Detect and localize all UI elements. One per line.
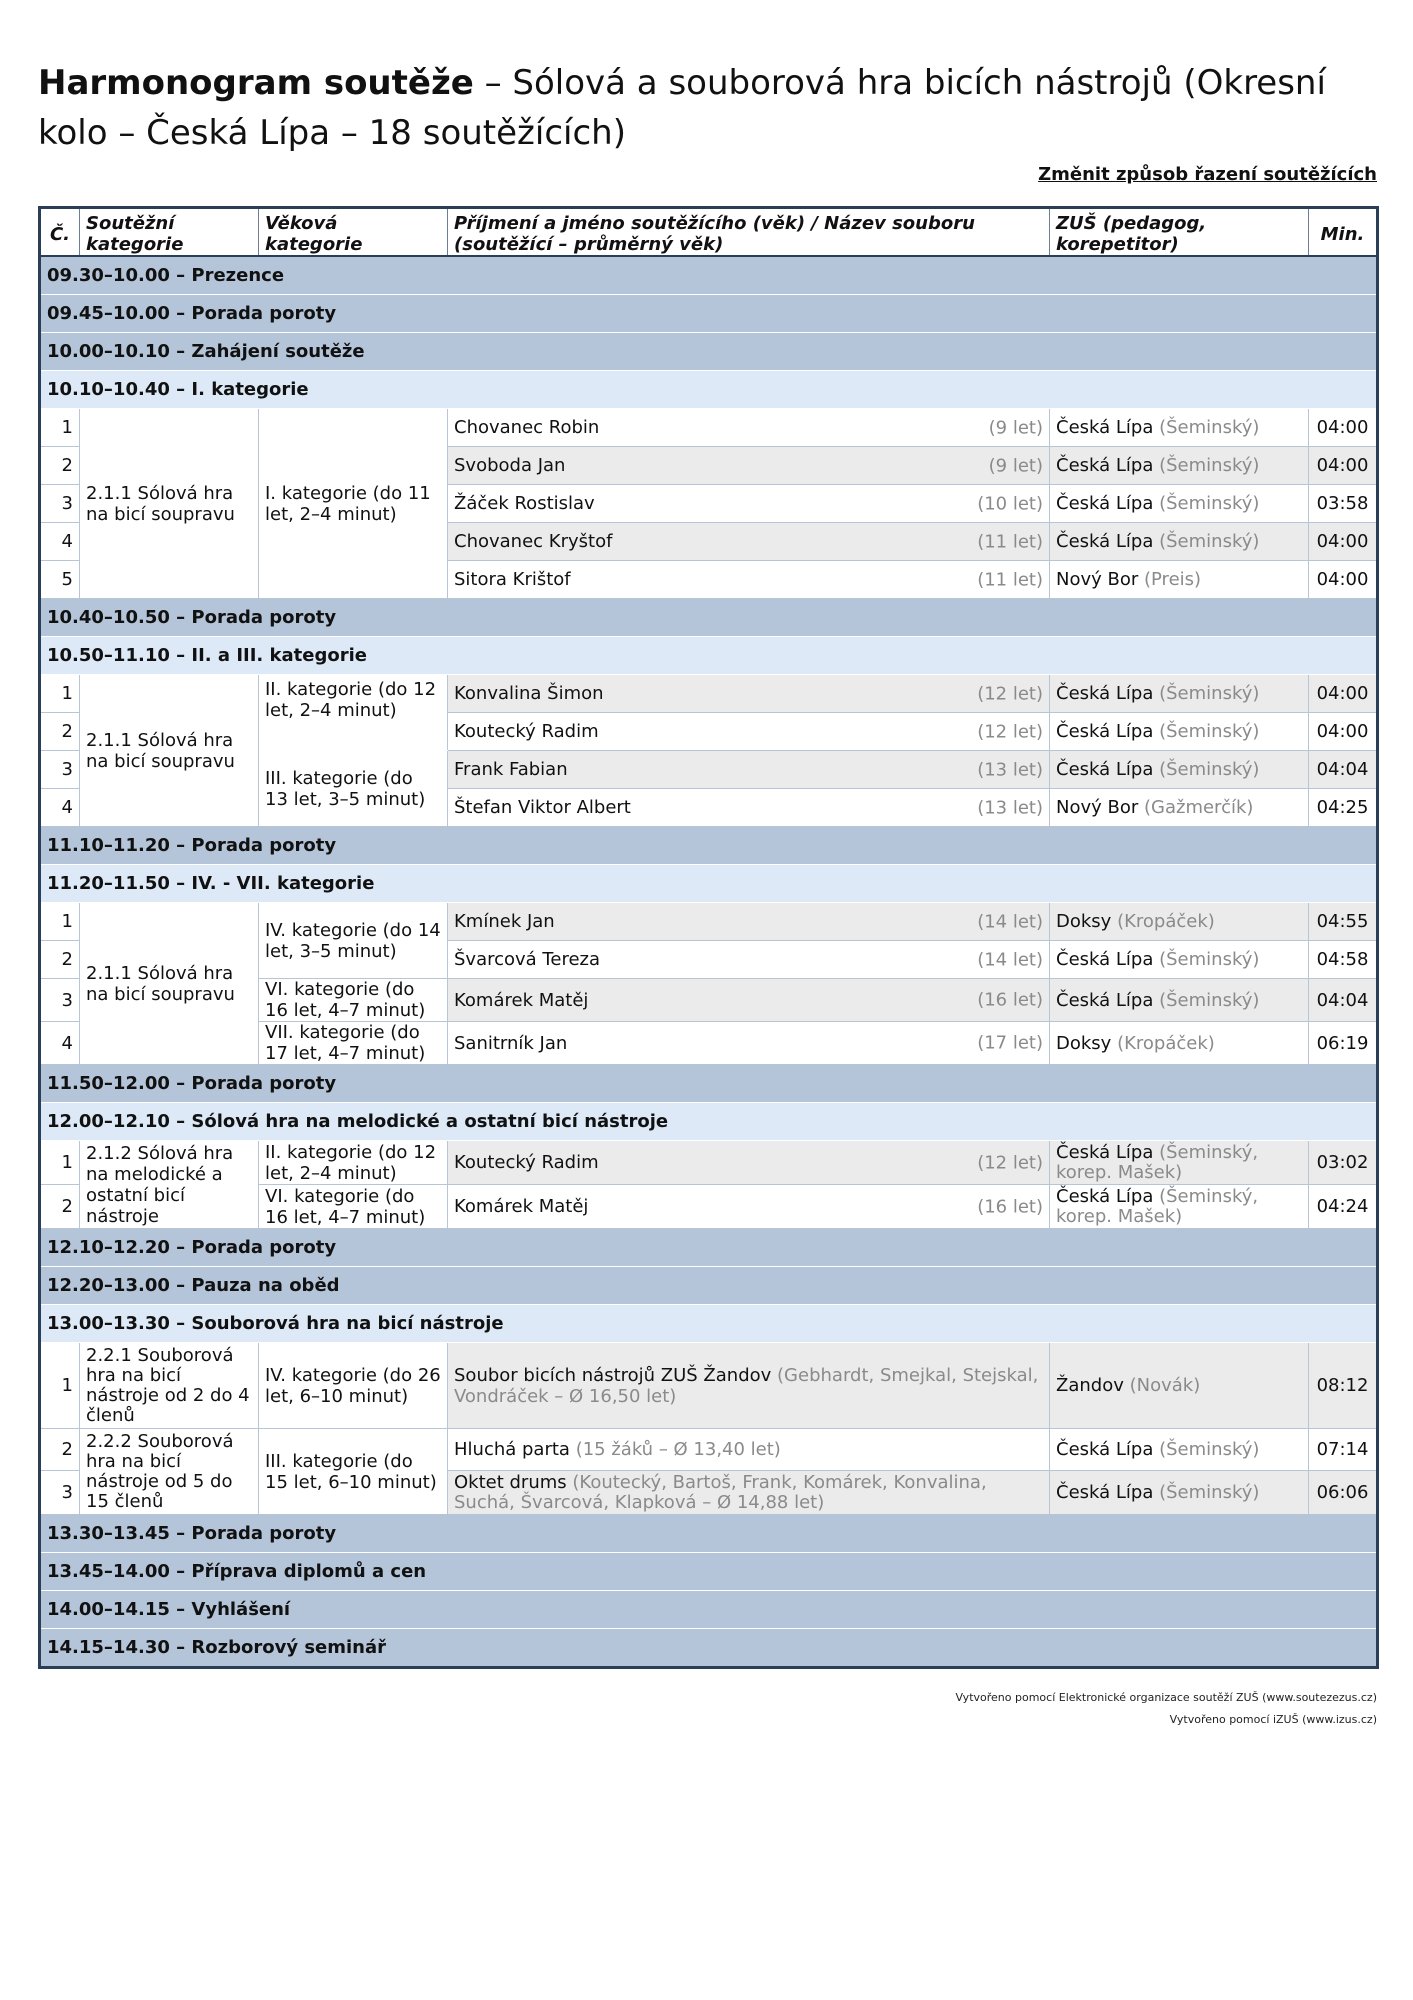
competition-category: 2.1.1 Sólová hra na bicí soupravu [80, 903, 259, 1065]
col-category-header: Soutěžní kategorie [80, 208, 259, 257]
schedule-block [40, 1629, 1378, 1668]
table-row [40, 1429, 1378, 1471]
row-num: 3 [40, 485, 80, 523]
zus-name: Žandov [1056, 1375, 1124, 1396]
row-num: 2 [40, 1429, 80, 1471]
table-row [40, 675, 1378, 713]
contestant-cell [448, 485, 1050, 523]
zus-name: Česká Lípa [1056, 989, 1154, 1011]
zus-name: Česká Lípa [1056, 1482, 1154, 1503]
col-num-header: Č. [40, 208, 80, 257]
contestant-name: Frank Fabian [454, 759, 568, 780]
schedule-block [40, 295, 1378, 333]
duration: 03:02 [1309, 1141, 1378, 1185]
col-min-header: Min. [1309, 208, 1378, 257]
category-block [40, 1305, 1378, 1343]
zus-name: Česká Lípa [1056, 683, 1154, 704]
row-num: 1 [40, 409, 80, 447]
duration: 08:12 [1309, 1343, 1378, 1429]
zus-cell [1050, 1343, 1309, 1429]
contestant-age: (12 let) [977, 683, 1043, 704]
row-num: 1 [40, 1141, 80, 1185]
schedule-block [40, 599, 1378, 637]
table-row [40, 903, 1378, 941]
zus-cell [1050, 1471, 1309, 1515]
duration: 04:04 [1309, 979, 1378, 1022]
row-num: 2 [40, 713, 80, 751]
contestant-age: (10 let) [977, 493, 1043, 514]
block-label: 13.30–13.45 – Porada poroty [40, 1515, 1378, 1553]
contestant-name: Sanitrník Jan [454, 1032, 568, 1054]
duration: 04:55 [1309, 903, 1378, 941]
page-title-bold: Harmonogram soutěže [38, 63, 474, 103]
ensemble-cell [448, 1429, 1050, 1471]
ensemble-name: Soubor bicích nástrojů ZUŠ Žandov [454, 1364, 772, 1386]
contestant-cell [448, 941, 1050, 979]
row-num: 3 [40, 1471, 80, 1515]
duration: 04:04 [1309, 751, 1378, 789]
category-block [40, 637, 1378, 675]
competition-category: 2.1.1 Sólová hra na bicí soupravu [80, 409, 259, 599]
block-label: 10.50–11.10 – II. a III. kategorie [40, 637, 1378, 675]
teacher-name: (Šeminský) [1159, 1482, 1260, 1503]
contestant-age: (12 let) [977, 1152, 1043, 1173]
contestant-cell [448, 713, 1050, 751]
block-label: 14.00–14.15 – Vyhlášení [40, 1591, 1378, 1629]
contestant-age: (11 let) [977, 531, 1043, 552]
page-title [38, 58, 1378, 158]
col-age-category-header: Věková kategorie [259, 208, 448, 257]
change-sort-link[interactable]: Změnit způsob řazení soutěžících [1038, 164, 1377, 185]
zus-cell [1050, 941, 1309, 979]
contestant-name: Žáček Rostislav [454, 493, 595, 514]
contestant-age: (16 let) [977, 989, 1043, 1011]
schedule-block [40, 333, 1378, 371]
duration: 04:00 [1309, 675, 1378, 713]
teacher-name: (Šeminský, korep. Mašek) [1056, 1185, 1259, 1227]
contestant-name: Svoboda Jan [454, 455, 566, 476]
zus-name: Česká Lípa [1056, 417, 1154, 438]
zus-cell [1050, 1022, 1309, 1065]
contestant-name: Koutecký Radim [454, 1152, 599, 1173]
contestant-name: Švarcová Tereza [454, 949, 600, 970]
ensemble-members: (Gebhardt, Smejkal, Stejskal, Vondráček – Ø 16,50 let) [454, 1364, 1039, 1407]
contestant-cell [448, 789, 1050, 827]
duration: 04:58 [1309, 941, 1378, 979]
block-label: 11.20–11.50 – IV. - VII. kategorie [40, 865, 1378, 903]
contestant-cell [448, 751, 1050, 789]
contestant-name: Konvalina Šimon [454, 683, 604, 704]
teacher-name: (Novák) [1129, 1375, 1201, 1396]
zus-cell [1050, 675, 1309, 713]
contestant-age: (13 let) [977, 759, 1043, 780]
ensemble-members: (Koutecký, Bartoš, Frank, Komárek, Konvalina, Suchá, Švarcová, Klapková – Ø 14,88 let) [454, 1471, 987, 1513]
row-num: 4 [40, 523, 80, 561]
zus-name: Česká Lípa [1056, 949, 1154, 970]
ensemble-name: Oktet drums [454, 1471, 567, 1493]
schedule-block [40, 827, 1378, 865]
contestant-cell [448, 523, 1050, 561]
zus-cell [1050, 485, 1309, 523]
ensemble-members: (15 žáků – Ø 13,40 let) [575, 1439, 781, 1460]
row-num: 1 [40, 1343, 80, 1429]
teacher-name: (Šeminský) [1159, 759, 1260, 780]
contestant-name: Komárek Matěj [454, 1196, 589, 1217]
schedule-block [40, 1065, 1378, 1103]
row-num: 4 [40, 1022, 80, 1065]
duration: 04:00 [1309, 561, 1378, 599]
contestant-cell [448, 1141, 1050, 1185]
schedule-table [38, 206, 1379, 1669]
teacher-name: (Šeminský, korep. Mašek) [1056, 1141, 1259, 1183]
contestant-age: (9 let) [988, 417, 1043, 438]
duration: 06:06 [1309, 1471, 1378, 1515]
age-category: VI. kategorie (do 16 let, 4–7 minut) [259, 1185, 448, 1229]
row-num: 3 [40, 751, 80, 789]
contestant-cell [448, 903, 1050, 941]
footer-credit-izus: Vytvořeno pomocí iZUŠ (www.izus.cz) [1169, 1713, 1377, 1726]
teacher-name: (Šeminský) [1159, 493, 1260, 514]
age-category: III. kategorie (do 13 let, 3–5 minut) [259, 751, 448, 827]
schedule-block [40, 256, 1378, 295]
age-category: III. kategorie (do 15 let, 6–10 minut) [259, 1429, 448, 1515]
row-num: 2 [40, 447, 80, 485]
duration: 07:14 [1309, 1429, 1378, 1471]
teacher-name: (Šeminský) [1159, 989, 1260, 1011]
age-category: II. kategorie (do 12 let, 2–4 minut) [259, 1141, 448, 1185]
zus-name: Česká Lípa [1056, 1141, 1154, 1163]
category-block [40, 1103, 1378, 1141]
contestant-name: Sitora Krištof [454, 569, 571, 590]
block-label: 11.50–12.00 – Porada poroty [40, 1065, 1378, 1103]
contestant-name: Koutecký Radim [454, 721, 599, 742]
zus-cell [1050, 789, 1309, 827]
block-label: 10.10–10.40 – I. kategorie [40, 371, 1378, 409]
zus-name: Česká Lípa [1056, 455, 1154, 476]
duration: 04:00 [1309, 523, 1378, 561]
table-row [40, 1343, 1378, 1429]
zus-cell [1050, 409, 1309, 447]
contestant-age: (16 let) [977, 1196, 1043, 1217]
schedule-block [40, 1553, 1378, 1591]
teacher-name: (Šeminský) [1159, 721, 1260, 742]
block-label: 11.10–11.20 – Porada poroty [40, 827, 1378, 865]
block-label: 13.00–13.30 – Souborová hra na bicí nástroje [40, 1305, 1378, 1343]
duration: 06:19 [1309, 1022, 1378, 1065]
block-label: 09.30–10.00 – Prezence [40, 256, 1378, 295]
competition-category: 2.2.2 Souborová hra na bicí nástroje od 5 do 15 členů [80, 1429, 259, 1515]
block-label: 10.00–10.10 – Zahájení soutěže [40, 333, 1378, 371]
teacher-name: (Kropáček) [1117, 1032, 1215, 1054]
row-num: 1 [40, 675, 80, 713]
teacher-name: (Preis) [1144, 569, 1202, 590]
contestant-cell [448, 1022, 1050, 1065]
competition-category: 2.2.1 Souborová hra na bicí nástroje od 2 do 4 členů [80, 1343, 259, 1429]
zus-name: Nový Bor [1056, 797, 1139, 818]
teacher-name: (Šeminský) [1159, 683, 1260, 704]
contestant-cell [448, 561, 1050, 599]
duration: 04:24 [1309, 1185, 1378, 1229]
zus-name: Česká Lípa [1056, 493, 1154, 514]
zus-cell [1050, 1185, 1309, 1229]
contestant-age: (14 let) [977, 911, 1043, 932]
contestant-name: Chovanec Kryštof [454, 531, 613, 552]
page-title-rest: – Sólová a souborová hra bicích nástrojů (Okresní kolo – Česká Lípa – 18 soutěžících) [38, 63, 1326, 153]
zus-name: Česká Lípa [1056, 759, 1154, 780]
ensemble-name: Hluchá parta [454, 1439, 570, 1460]
table-row [40, 1141, 1378, 1185]
block-label: 13.45–14.00 – Příprava diplomů a cen [40, 1553, 1378, 1591]
row-num: 2 [40, 941, 80, 979]
contestant-cell [448, 447, 1050, 485]
block-label: 12.10–12.20 – Porada poroty [40, 1229, 1378, 1267]
schedule-block [40, 1229, 1378, 1267]
zus-name: Doksy [1056, 1032, 1112, 1054]
row-num: 4 [40, 789, 80, 827]
age-category: I. kategorie (do 11 let, 2–4 minut) [259, 409, 448, 599]
contestant-age: (12 let) [977, 721, 1043, 742]
teacher-name: (Šeminský) [1159, 1439, 1260, 1460]
contestant-age: (13 let) [977, 797, 1043, 818]
zus-cell [1050, 1429, 1309, 1471]
contestant-age: (14 let) [977, 949, 1043, 970]
ensemble-cell [448, 1471, 1050, 1515]
age-category: II. kategorie (do 12 let, 2–4 minut) [259, 675, 448, 751]
row-num: 1 [40, 903, 80, 941]
contestant-cell [448, 979, 1050, 1022]
contestant-age: (9 let) [988, 455, 1043, 476]
zus-cell [1050, 903, 1309, 941]
footer-credit-soutezezus: Vytvořeno pomocí Elektronické organizace soutěží ZUŠ (www.soutezezus.cz) [955, 1691, 1377, 1704]
teacher-name: (Šeminský) [1159, 455, 1260, 476]
duration: 04:25 [1309, 789, 1378, 827]
ensemble-cell [448, 1343, 1050, 1429]
schedule-block [40, 1515, 1378, 1553]
block-label: 14.15–14.30 – Rozborový seminář [40, 1629, 1378, 1668]
contestant-name: Komárek Matěj [454, 989, 589, 1011]
row-num: 5 [40, 561, 80, 599]
zus-cell [1050, 751, 1309, 789]
zus-cell [1050, 1141, 1309, 1185]
competition-category: 2.1.2 Sólová hra na melodické a ostatní bicí nástroje [80, 1141, 259, 1229]
zus-name: Česká Lípa [1056, 1185, 1154, 1207]
zus-name: Česká Lípa [1056, 1439, 1154, 1460]
col-name-header: Příjmení a jméno soutěžícího (věk) / Název souboru (soutěžící – průměrný věk) [448, 208, 1050, 257]
zus-name: Doksy [1056, 911, 1112, 932]
contestant-age: (11 let) [977, 569, 1043, 590]
teacher-name: (Gažmerčík) [1144, 797, 1254, 818]
competition-category: 2.1.1 Sólová hra na bicí soupravu [80, 675, 259, 827]
zus-name: Česká Lípa [1056, 531, 1154, 552]
age-category: IV. kategorie (do 14 let, 3–5 minut) [259, 903, 448, 979]
zus-cell [1050, 523, 1309, 561]
contestant-name: Štefan Viktor Albert [454, 797, 631, 818]
teacher-name: (Šeminský) [1159, 531, 1260, 552]
block-label: 12.20–13.00 – Pauza na oběd [40, 1267, 1378, 1305]
schedule-block [40, 1591, 1378, 1629]
contestant-name: Kmínek Jan [454, 911, 555, 932]
teacher-name: (Šeminský) [1159, 949, 1260, 970]
zus-name: Nový Bor [1056, 569, 1139, 590]
category-block [40, 371, 1378, 409]
teacher-name: (Kropáček) [1117, 911, 1215, 932]
zus-cell [1050, 561, 1309, 599]
block-label: 12.00–12.10 – Sólová hra na melodické a ostatní bicí nástroje [40, 1103, 1378, 1141]
age-category: VII. kategorie (do 17 let, 4–7 minut) [259, 1022, 448, 1065]
zus-cell [1050, 713, 1309, 751]
contestant-cell [448, 1185, 1050, 1229]
contestant-age: (17 let) [977, 1032, 1043, 1054]
duration: 04:00 [1309, 713, 1378, 751]
zus-cell [1050, 447, 1309, 485]
duration: 04:00 [1309, 447, 1378, 485]
table-header [40, 208, 1378, 257]
duration: 03:58 [1309, 485, 1378, 523]
duration: 04:00 [1309, 409, 1378, 447]
age-category: IV. kategorie (do 26 let, 6–10 minut) [259, 1343, 448, 1429]
contestant-cell [448, 409, 1050, 447]
table-row [40, 409, 1378, 447]
teacher-name: (Šeminský) [1159, 417, 1260, 438]
zus-cell [1050, 979, 1309, 1022]
block-label: 10.40–10.50 – Porada poroty [40, 599, 1378, 637]
row-num: 3 [40, 979, 80, 1022]
age-category: VI. kategorie (do 16 let, 4–7 minut) [259, 979, 448, 1022]
schedule-block [40, 1267, 1378, 1305]
row-num: 2 [40, 1185, 80, 1229]
col-zus-header: ZUŠ (pedagog, korepetitor) [1050, 208, 1309, 257]
block-label: 09.45–10.00 – Porada poroty [40, 295, 1378, 333]
zus-name: Česká Lípa [1056, 721, 1154, 742]
contestant-cell [448, 675, 1050, 713]
category-block [40, 865, 1378, 903]
contestant-name: Chovanec Robin [454, 417, 600, 438]
